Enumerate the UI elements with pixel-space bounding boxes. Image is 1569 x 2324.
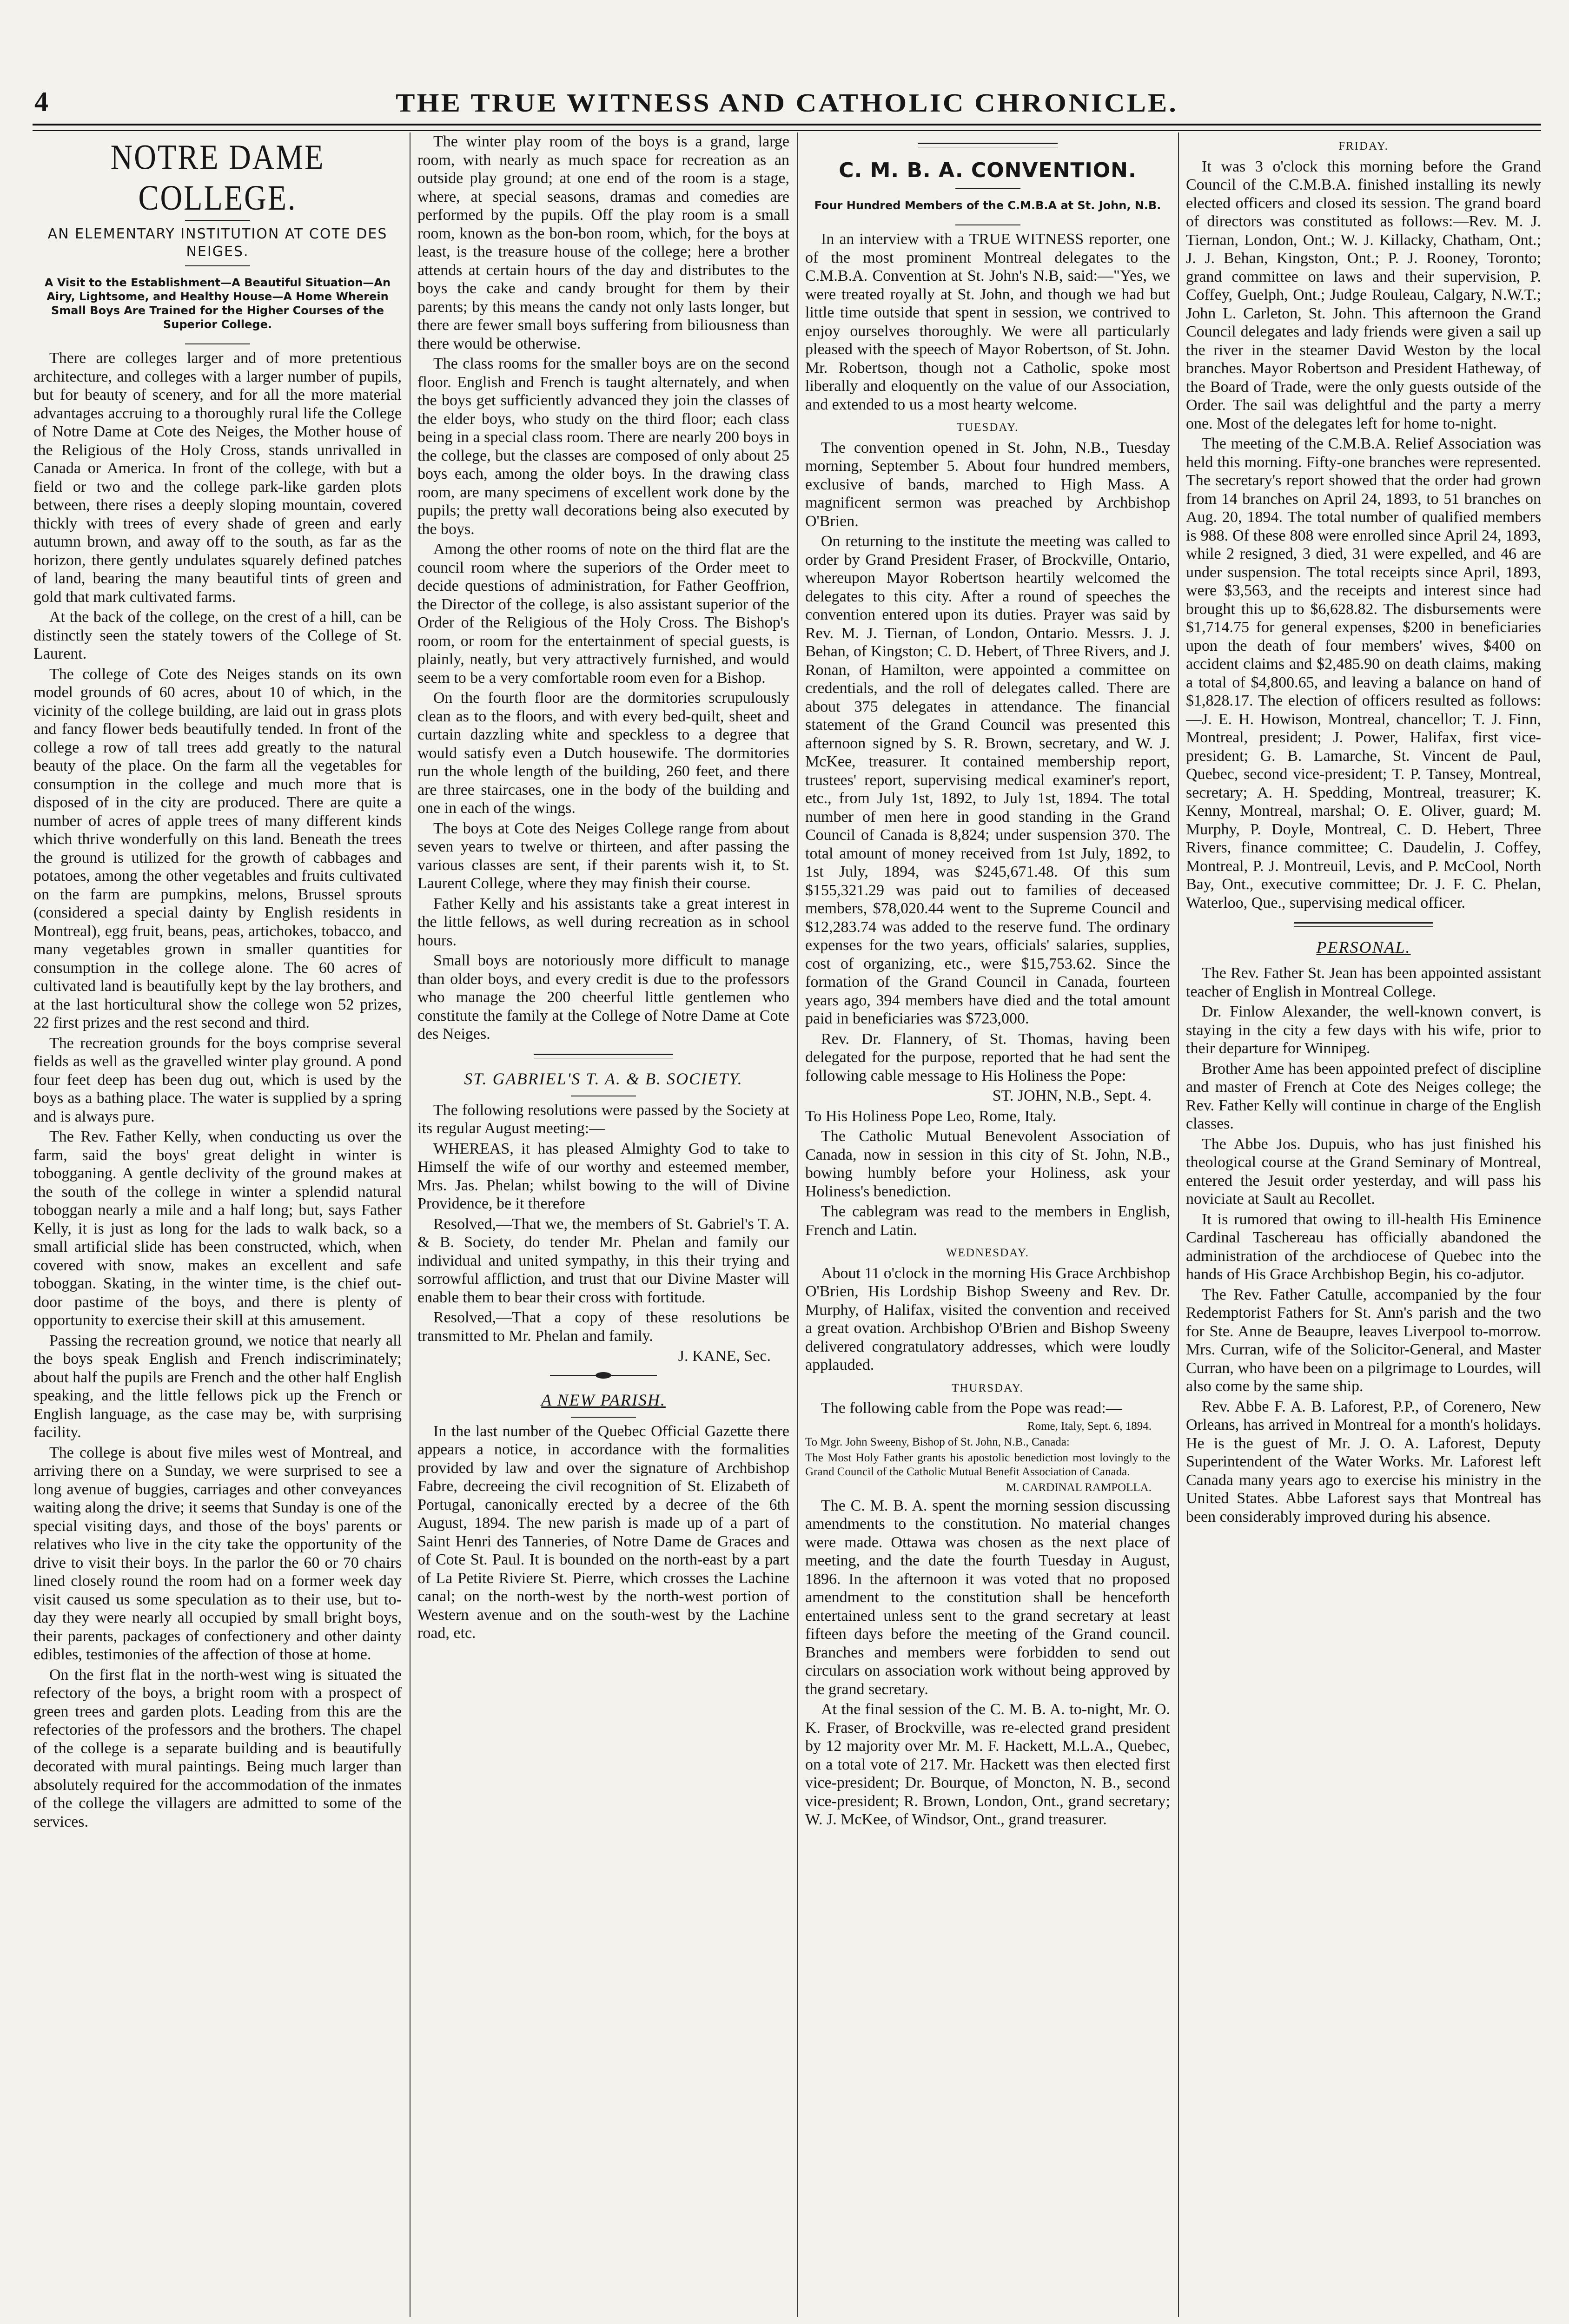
article-paragraph: On the fourth floor are the dormitories scrupulously clean as to the floors, and with every bed-quilt, sheet and curtain dazzling white and speckless to a degree that would satisfy even a Dutch housewife. The dormitories run the whole length of the building, 260 feet, and there are three staircases, one in the body of the building and one in each of the wings. bbox=[417, 689, 789, 817]
article-paragraph: At the back of the college, on the crest of a hill, can be distinctly seen the stately towers of the College of St. Laurent. bbox=[33, 608, 402, 662]
section-divider bbox=[1294, 922, 1433, 927]
cmba-deck: Four Hundred Members of the C.M.B.A at St. John, N.B. bbox=[814, 199, 1161, 212]
article-paragraph: On returning to the institute the meeting was called to order by Grand President Fraser, of Brockville, Ontario, whereupon Mayor Robertson heartily welcomed the delegates to this city. After a round of speeches the convention entered upon its duties. Prayer was said by Rev. M. J. Tiernan, of London, Ontario. Messrs. J. J. Behan, of Kingston; C. D. Hebert, of Three Rivers, and J. Ronan, of Hamilton, were appointed a committee on credentials, and the roll of delegates called. There are about 375 delegates in attendance. The financial statement of the Grand Council was presented this afternoon signed by S. R. Brown, secretary, and W. J. McKee, treasurer. It contained membership report, trustees' report, supervising medical examiner's report, etc., from July 1st, 1892, to July 1st, 1894. The total number of men here in good standing in the Grand Council of Canada is 8,824; under suspension 370. The total amount of money received from 1st July, 1892, to 1st July, 1894, was $245,671.48. Of this sum $155,321.29 was paid out to families of deceased members, $78,020.44 went to the Supreme Council and $12,283.74 was added to the reserve fund. The ordinary expenses for the two years, officials' salaries, supplies, cost of organizing, etc., were $15,753.62. Since the formation of the Grand Council in Canada, fourteen years ago, 394 members have died and the total amount paid in beneficiaries was $723,000. bbox=[805, 533, 1170, 1027]
page-number: 4 bbox=[34, 86, 48, 117]
article-paragraph: About 11 o'clock in the morning His Grace Archbishop O'Brien, His Lordship Bishop Sweeny and Rev. Dr. Murphy, of Halifax, visited the convention and received a great ovation. Archbishop O'Brien and Bishop Sweeny delivered congratulatory addresses, which were loudly applauded. bbox=[805, 1264, 1170, 1373]
article-paragraph: The following resolutions were passed by the Society at its regular August meeting:— bbox=[417, 1101, 789, 1137]
divider bbox=[185, 265, 250, 266]
article-paragraph: Rev. Abbe F. A. B. Laforest, P.P., of Corenero, New Orleans, has arrived in Montreal for a month's holidays. He is the guest of Mr. J. O. A. Laforest, Deputy Superintendent of the Water Works. Mr. Laforest left Canada many years ago to exercise his ministry in the United States. Abbe Laforest says that Montreal has been considerably improved during his absence. bbox=[1186, 1398, 1541, 1525]
day-heading: FRIDAY. bbox=[1338, 140, 1389, 152]
notre-dame-deck: A Visit to the Establishment—A Beautiful Situation—An Airy, Lightsome, and Healthy House—A Home Wherein Small Boys Are Trained for the Higher Courses of the Superior College. bbox=[44, 276, 391, 331]
article-paragraph: The Rev. Father Kelly, when conducting us over the farm, said the boys' great delight in winter is tobogganing. A gentle declivity of the ground makes at the south of the college in winter a splendid natural toboggan nearly a mile and a half long; but, says Father Kelly, it is just as long for the lads to walk back, so a small artificial slide has been constructed, which, when covered with snow, makes an excellent and safe toboggan. Skating, in the winter time, is the chief out-door pastime of the boys, and there is plenty of opportunity to exercise their skill at this amusement. bbox=[33, 1128, 402, 1329]
day-heading: THURSDAY. bbox=[952, 1381, 1024, 1394]
article-paragraph: The Catholic Mutual Benevolent Association of Canada, now in session in this city of St. John, N.B., bowing humbly before your Holiness, ask your Holiness's benediction. bbox=[805, 1128, 1170, 1200]
article-paragraph: The winter play room of the boys is a grand, large room, with nearly as much space for recreation as an outside play ground; at one end of the room is a stage, where, at special seasons, dramas and comedies are performed by the pupils. Off the play room is a small room, known as the bon-bon room, which, for the boys at least, is the treasure house of the college; here a brother attends at certain hours of the day and distributes to the boys the cake and candy brought for them by their parents; by this means the candy not only lasts longer, but there are fewer small boys suffering from biliousness than there would be otherwise. bbox=[417, 133, 789, 352]
section-divider bbox=[534, 1054, 673, 1058]
notre-dame-subhead: AN ELEMENTARY INSTITUTION AT COTE DES NEIGES. bbox=[47, 226, 388, 260]
article-paragraph: Brother Ame has been appointed prefect of discipline and master of French at Cote des Neiges college; the Rev. Father Kelly will continue in charge of the English classes. bbox=[1186, 1060, 1541, 1132]
day-heading: WEDNESDAY. bbox=[946, 1247, 1030, 1259]
day-heading: TUESDAY. bbox=[956, 421, 1019, 434]
masthead-rule bbox=[33, 124, 1541, 131]
divider bbox=[185, 343, 250, 344]
article-paragraph: The convention opened in St. John, N.B., Tuesday morning, September 5. About four hundred members, exclusive of bands, marched to High Mass. A magnificent sermon was preached by Archbishop O'Brien. bbox=[805, 439, 1170, 530]
personal-headline: PERSONAL. bbox=[1316, 938, 1411, 957]
cable-dateline: ST. JOHN, N.B., Sept. 4. bbox=[992, 1087, 1152, 1104]
st-gabriel-headline: ST. GABRIEL'S T. A. & B. SOCIETY. bbox=[464, 1069, 743, 1088]
article-paragraph: The cablegram was read to the members in English, French and Latin. bbox=[805, 1203, 1170, 1239]
newspaper-title: THE TRUE WITNESS AND CATHOLIC CHRONICLE. bbox=[396, 89, 1178, 118]
pope-cable-dateline: Rome, Italy, Sept. 6, 1894. bbox=[1027, 1419, 1152, 1433]
divider bbox=[185, 220, 250, 221]
article-paragraph: The college of Cote des Neiges stands on its own model grounds of 60 acres, about 10 of which, in the vicinity of the college building, are laid out in grass plots and fancy flower beds beautifully tended. In front of the college a row of tall trees add greatly to the natural beauty of the place. On the farm all the vegetables for consumption in the college and much more that is disposed of in the city are produced. There are quite a number of acres of apple trees of many different kinds which thrive wonderfully on this land. Beneath the trees the ground is utilized for the growth of cabbages and potatoes, among the other vegetables and fruits cultivated on the farm are pumpkins, melons, Brussel sprouts (considered a special dainty by English residents in Montreal), egg fruit, beans, peas, artichokes, tobacco, and many vegetables grown in smaller quantities for consumption in the college alone. The 60 acres of cultivated land is beautifully kept by the lay brothers, and at the last horticultural show the college won 52 prizes, 22 first prizes and the rest second and third. bbox=[33, 665, 402, 1031]
ornament-divider bbox=[550, 1375, 657, 1380]
article-paragraph: At the final session of the C. M. B. A. to-night, Mr. O. K. Fraser, of Brockville, was re-elected grand president by 12 majority over Mr. M. F. Hackett, M.L.A., Quebec, on a total vote of 217. Mr. Hackett was then elected first vice-president; Dr. Bourque, of Moncton, N. B., second vice-president; R. Brown, London, Ont., grand secretary; W. J. McKee, of Windsor, Ont., grand treasurer. bbox=[805, 1701, 1170, 1828]
article-paragraph: The C. M. B. A. spent the morning session discussing amendments to the constitution. No material changes were made. Ottawa was chosen as the next place of meeting, and the date the fourth Tuesday in August, 1896. In the afternoon it was voted that no proposed amendment to the constitution shall be henceforth entertained unless sent to the grand secretary at least fifteen days before the meeting of the Grand council. Branches and members were forbidden to send out circulars on association work without being approved by the grand secretary. bbox=[805, 1497, 1170, 1698]
pope-cable-body: The Most Holy Father grants his apostolic benediction most lovingly to the Grand Council of the Catholic Mutual Benefit Association of Canada. bbox=[805, 1451, 1170, 1478]
article-paragraph: The Abbe Jos. Dupuis, who has just finished his theological course at the Grand Seminary of Montreal, entered the Jesuit order yesterday, and will pass his noviciate at Sault au Recollet. bbox=[1186, 1135, 1541, 1208]
article-paragraph: The Rev. Father Catulle, accompanied by the four Redemptorist Fathers for St. Ann's parish and the two for Ste. Anne de Beaupre, leaves Liverpool to-morrow. Mrs. Curran, wife of the Solicitor-General, and Master Curran, who have been on a pilgrimage to Lourdes, will also come by the same ship. bbox=[1186, 1286, 1541, 1395]
article-paragraph: The Rev. Father St. Jean has been appointed assistant teacher of English in Montreal College. bbox=[1186, 964, 1541, 1000]
divider bbox=[955, 188, 1020, 189]
column-4 bbox=[1186, 132, 1541, 2317]
article-paragraph: The following cable from the Pope was read:— bbox=[821, 1400, 1122, 1417]
article-paragraph: WHEREAS, it has pleased Almighty God to take to Himself the wife of our worthy and esteemed member, Mrs. Jas. Phelan; whilst bowing to the will of Divine Providence, be it therefore bbox=[417, 1140, 789, 1212]
article-paragraph: On the first flat in the north-west wing is situated the refectory of the boys, a bright room with a prospect of green trees and garden plots. Leading from this are the refectories of the professors and the brothers. The chapel of the college is a separate building and is beautifully decorated with mural paintings. Being much larger than absolutely required for the accommodation of the inmates of the college the villagers are admitted to some of the services. bbox=[33, 1666, 402, 1830]
notre-dame-headline: NOTRE DAME COLLEGE. bbox=[110, 138, 325, 218]
article-paragraph: Father Kelly and his assistants take a great interest in the little fellows, as well during recreation as in school hours. bbox=[417, 895, 789, 949]
cmba-headline: C. M. B. A. CONVENTION. bbox=[839, 158, 1137, 182]
article-paragraph: Among the other rooms of note on the third flat are the council room where the superiors of the Order meet to decide questions of administration, for Father Geoffrion, the Director of the college, is also assistant superior of the Order of the Religious of the Holy Cross. The Bishop's room, or room for the entertainment of special guests, is plainly, neatly, but very attractively furnished, and would seem to be a very comfortable room even for a Bishop. bbox=[417, 541, 789, 687]
article-paragraph: The boys at Cote des Neiges College range from about seven years to twelve or thirteen, and after passing the various classes are sent, if their parents wish it, to St. Laurent College, where they may finish their course. bbox=[417, 819, 789, 892]
article-paragraph: In the last number of the Quebec Official Gazette there appears a notice, in accordance with the formalities provided by law and over the signature of Archbishop Fabre, decreeing the civil recognition of St. Elizabeth of Portugal, canonically erected by a decree of the 6th August, 1894. The new parish is made up of a part of Saint Henri des Tanneries, of Notre Dame de Graces and of Cote St. Paul. It is bounded on the north-east by a part of La Petite Riviere St. Pierre, which crosses the Lachine canal; on the north-west by the north-west portion of Western avenue and on the south-west by the Lachine road, etc. bbox=[417, 1422, 789, 1642]
article-paragraph: Resolved,—That a copy of these resolutions be transmitted to Mr. Phelan and family. bbox=[417, 1309, 789, 1345]
article-paragraph: In an interview with a TRUE WITNESS reporter, one of the most prominent Montreal delegates to the C.M.B.A. Convention at St. John's N.B, said:—"Yes, we were treated royally at St. John, and though we had but little time outside that spent in session, we contrived to enjoy ourselves thoroughly. We were all particularly pleased with the speech of Mayor Robertson, of St. John. Mr. Robertson, though not a Catholic, spoke most liberally and eloquently on the value of our Association, and extended to us a most hearty welcome. bbox=[805, 231, 1170, 413]
st-gabriel-signature: J. KANE, Sec. bbox=[678, 1347, 771, 1365]
article-paragraph: Passing the recreation ground, we notice that nearly all the boys speak English and French indiscriminately; about half the pupils are French and the other half English speaking, and the little fellows pick up the French or English language, as the case may be, with surprising facility. bbox=[33, 1332, 402, 1441]
article-paragraph: The recreation grounds for the boys comprise several fields as well as the gravelled winter play ground. A pond four feet deep has been dug out, which is used by the boys as a bathing place. The water is supplied by a spring and is always pure. bbox=[33, 1034, 402, 1125]
article-paragraph: The class rooms for the smaller boys are on the second floor. English and French is taught alternately, and when the boys get sufficiently advanced they join the classes of the elder boys, who study on the third floor; each class being in a special class room. There are nearly 200 boys in the college, but the classes are composed of only about 25 boys each, among the older boys. In the drawing class room, are many specimens of excellent work done by the pupils; the pretty wall decorations being also executed by the boys. bbox=[417, 355, 789, 538]
article-paragraph: Dr. Finlow Alexander, the well-known convert, is staying in the city a few days with his wife, prior to their departure for Winnipeg. bbox=[1186, 1003, 1541, 1057]
pope-cable-signature: M. CARDINAL RAMPOLLA. bbox=[1006, 1481, 1152, 1494]
column-3 bbox=[805, 132, 1170, 2317]
divider bbox=[955, 224, 1020, 225]
article-paragraph: Rev. Dr. Flannery, of St. Thomas, having been delegated for the purpose, reported that he had sent the following cable message to His Holiness the Pope: bbox=[805, 1030, 1170, 1084]
pope-cable-recipient: To Mgr. John Sweeny, Bishop of St. John, N.B., Canada: bbox=[805, 1435, 1070, 1448]
article-paragraph: It is rumored that owing to ill-health His Eminence Cardinal Taschereau has officially abandoned the administration of the archdiocese of Quebec into the hands of His Grace Archbishop Begin, his co-adjutor. bbox=[1186, 1210, 1541, 1283]
article-paragraph: The meeting of the C.M.B.A. Relief Association was held this morning. Fifty-one branches were represented. The secretary's report showed that the order had grown from 14 branches on April 24, 1893, to 51 branches on Aug. 20, 1894. The total number of qualified members is 988. Of these 808 were enrolled since April 24, 1893, while 2 resigned, 3 died, 31 were expelled, and 46 are under suspension. The total receipts since April, 1893, were $3,563, and the receipts and interest since had brought this up to $6,628.82. The disbursements were $1,714.75 for general expenses, $200 in beneficiaries upon the death of four members' wives, $400 on accident claims and $2,485.90 on death claims, making a total of $4,800.65, and leaving a balance on hand of $1,828.17. The election of officers resulted as follows:—J. E. H. Howison, Montreal, chancellor; T. J. Finn, Montreal, president; J. Power, Halifax, first vice-president; G. B. Lamarche, St. Vincent de Paul, Quebec, second vice-president; T. P. Tansey, Montreal, secretary; A. H. Spedding, Montreal, treasurer; K. Kenny, Montreal, marshal; O. E. Oliver, guard; M. Murphy, P. Doyle, Montreal, C. D. Hebert, Three Rivers, finance committee; C. Daudelin, J. Coffey, Montreal, P. J. Montreuil, Levis, and P. McCool, North Bay, Ont., executive committee; Dr. J. F. C. Phelan, Waterloo, Que., supervising medical officer. bbox=[1186, 435, 1541, 911]
column-divider bbox=[797, 132, 798, 2317]
divider bbox=[571, 1417, 636, 1418]
article-paragraph: Small boys are notoriously more difficult to manage than older boys, and every credit is due to the professors who manage the 200 cheerful little gentlemen who constitute the family at the College of Notre Dame at Cote des Neiges. bbox=[417, 952, 789, 1043]
column-1 bbox=[33, 132, 402, 2317]
article-paragraph: The college is about five miles west of Montreal, and arriving there on a Sunday, we were surprised to see a long avenue of buggies, carriages and other conveyances waiting along the drive; it seems that Sunday is one of the special visiting days, and those of the boys' parents or relatives who live in the city take the opportunity of the drive to visit their boys. In the parlor the 60 or 70 chairs lined closely round the room had on a former week day visit caused us some speculation as to their use, but to-day they were nearly all occupied by small bright boys, their parents, packages of confectionery and other dainty edibles, testimonies of the affection of those at home. bbox=[33, 1444, 402, 1663]
article-paragraph: There are colleges larger and of more pretentious architecture, and colleges with a larger number of pupils, but for beauty of scenery, and for all the more material advantages accruing to a thoroughly rural life the College of Notre Dame at Cote des Neiges, the Mother house of the Religious of the Holy Cross, stands unrivalled in Canada or America. In front of the college, with but a field or two and the college park-like garden plots between, there rises a deeply sloping mountain, covered thickly with trees of every shade of green and early autumn brown, and away off to the south, as far as the horizon, there gently undulates squarely defined patches of land, bearing the many beautiful tints of green and gold that mark cultivated farms. bbox=[33, 350, 402, 606]
article-paragraph: Resolved,—That we, the members of St. Gabriel's T. A. & B. Society, do tender Mr. Phelan and family our individual and united sympathy, in this their trying and sorrowful affliction, and trust that our Divine Master will enable them to bear their cross with fortitude. bbox=[417, 1215, 789, 1306]
masthead bbox=[33, 81, 1541, 123]
cable-recipient: To His Holiness Pope Leo, Rome, Italy. bbox=[805, 1107, 1057, 1125]
column-2 bbox=[417, 132, 789, 2317]
article-paragraph: It was 3 o'clock this morning before the Grand Council of the C.M.B.A. finished installing its newly elected officers and closed its session. The grand board of directors was constituted as follows:—Rev. M. J. Tiernan, London, Ont.; W. J. Killacky, Chatham, Ont.; J. J. Behan, Kingston, Ont.; P. J. Rooney, Toronto; grand committee on laws and their supervision, P. Coffey, Guelph, Ont.; Judge Rouleau, Calgary, N.W.T.; John L. Carleton, St. John. This afternoon the Grand Council delegates and lady friends were given a sail up the river in the steamer David Weston by the local branches. Mayor Robertson and President Hatheway, of the Board of Trade, were the only guests outside of the Order. The sail was delightful and the party a merry one. Most of the delegates left for home to-night. bbox=[1186, 158, 1541, 432]
section-divider bbox=[918, 143, 1058, 147]
column-divider bbox=[1178, 132, 1179, 2317]
new-parish-headline: A NEW PARISH. bbox=[541, 1390, 666, 1409]
